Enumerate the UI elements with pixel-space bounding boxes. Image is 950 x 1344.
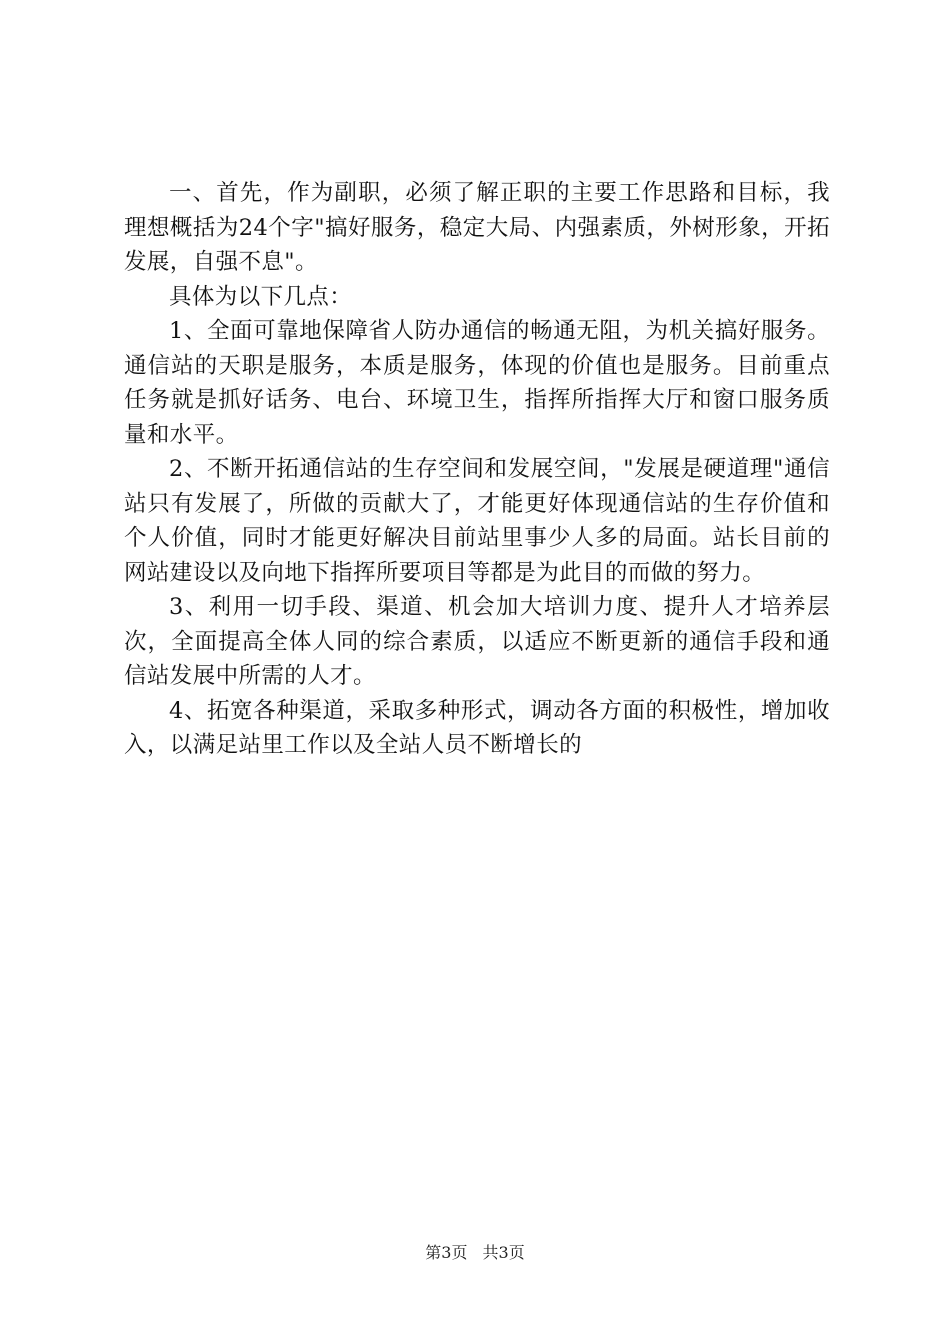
paragraph-point-1: 1、全面可靠地保障省人防办通信的畅通无阻，为机关搞好服务。通信站的天职是服务，本质是服务，体现的价值也是服务。目前重点任务就是抓好话务、电台、环境卫生，指挥所指挥大厅和窗口服务质量和水平。 xyxy=(124,318,830,448)
paragraph-point-4: 4、拓宽各种渠道，采取多种形式，调动各方面的积极性，增加收入，以满足站里工作以及全站人员不断增长的 xyxy=(124,697,830,758)
page-total: 共3页 xyxy=(482,1243,525,1262)
paragraph-points-heading: 具体为以下几点： xyxy=(169,283,353,310)
document-body xyxy=(124,176,830,763)
paragraph-point-2: 2、不断开拓通信站的生存空间和发展空间，"发展是硬道理"通信站只有发展了，所做的贡献大了，才能更好体现通信站的生存价值和个人价值，同时才能更好解决目前站里事少人多的局面。站长目前的网站建设以及向地下指挥所要项目等都是为此目的而做的努力。 xyxy=(124,456,830,586)
page-number: 第3页 xyxy=(425,1243,468,1262)
page-footer xyxy=(0,1240,950,1263)
paragraph-intro: 一、首先，作为副职，必须了解正职的主要工作思路和目标，我理想概括为24个字"搞好服务，稳定大局、内强素质，外树形象，开拓发展，自强不息"。 xyxy=(124,180,830,275)
paragraph-point-3: 3、利用一切手段、渠道、机会加大培训力度、提升人才培养层次，全面提高全体人同的综合素质，以适应不断更新的通信手段和通信站发展中所需的人才。 xyxy=(124,594,830,689)
